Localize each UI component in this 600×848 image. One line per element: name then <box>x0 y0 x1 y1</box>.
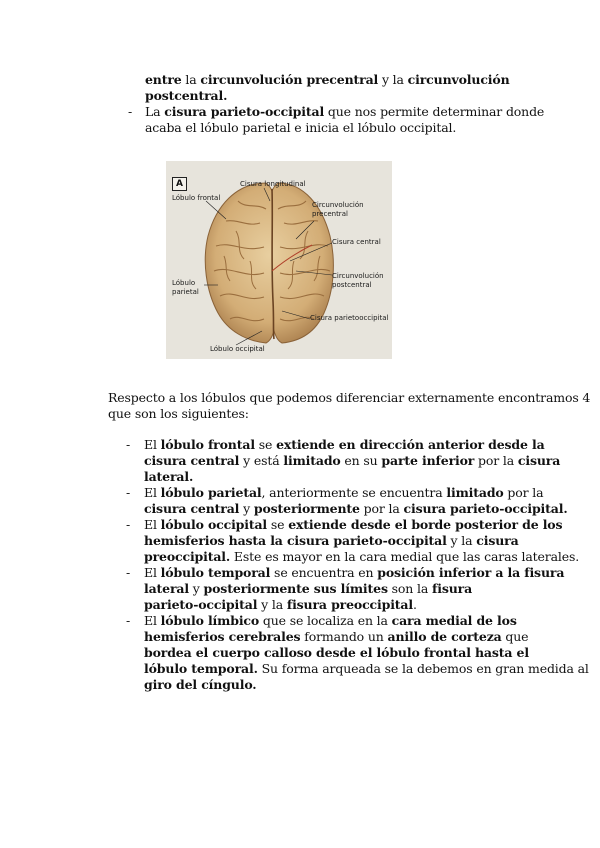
list-item-line <box>144 484 543 501</box>
text: y está <box>239 453 284 468</box>
bullet-dash: - <box>126 485 131 500</box>
bold-text: posición inferior a la fisura <box>377 565 565 580</box>
list-item-line: giro del cíngulo. <box>144 677 257 692</box>
bold-text: cisura central <box>144 501 240 516</box>
brain-figure <box>166 161 392 359</box>
label-parietal-1: Lóbulo <box>172 279 196 287</box>
list-item-line <box>144 532 519 549</box>
bold-text: anillo de corteza <box>387 629 502 644</box>
bold-text: preoccipital. <box>144 549 231 564</box>
bullet-dash: - <box>126 437 131 452</box>
bold-text: limitado <box>446 485 504 500</box>
bold-text: lóbulo temporal. <box>144 661 258 676</box>
text: son la <box>387 581 432 596</box>
bullet-dash: - <box>126 613 131 628</box>
label-parietal-2: parietal <box>172 288 199 296</box>
text-line: postcentral. <box>145 88 228 103</box>
figure-badge: A <box>172 177 187 191</box>
intro-line: que son los siguientes: <box>108 406 249 421</box>
text: formando un <box>300 629 388 644</box>
list-item-line <box>144 660 589 677</box>
text: , anteriormente se encuentra <box>261 485 447 500</box>
text: y la <box>378 72 408 87</box>
bold-text: lóbulo parietal <box>160 485 262 500</box>
text: Su forma arqueada se la debemos en gran medida al <box>257 661 589 676</box>
bullet-dash: - <box>126 565 131 580</box>
text: que se localiza en la <box>259 613 392 628</box>
bold-text: posteriormente sus límites <box>203 581 388 596</box>
label-frontal-lobe: Lóbulo frontal <box>172 194 221 202</box>
bold-text: extiende en dirección anterior desde la <box>276 437 545 452</box>
bold-text: lateral <box>144 581 189 596</box>
bold-text: lóbulo límbico <box>160 613 260 628</box>
label-postcentral-2: postcentral <box>332 281 372 289</box>
text-line <box>145 103 544 120</box>
label-precentral-2: precentral <box>312 210 348 218</box>
bold-text: cisura parieto-occipital <box>164 104 325 119</box>
list-item-line: lateral. <box>144 469 194 484</box>
label-precentral-1: Circunvolución <box>312 201 364 209</box>
text: se <box>267 517 289 532</box>
label-parieto-occipital: Cisura parietooccipital <box>310 314 389 322</box>
bullet-dash: - <box>126 517 131 532</box>
label-fissure-longitudinal: Cisura longitudinal <box>240 180 306 188</box>
text: por la <box>503 485 544 500</box>
text: que nos permite determinar donde <box>324 104 545 119</box>
list-item-line <box>144 500 568 517</box>
brain-illustration <box>166 161 392 359</box>
bold-text: cisura parieto-occipital. <box>403 501 568 516</box>
bold-text: cara medial de los <box>391 613 517 628</box>
list-item-line <box>144 548 579 565</box>
list-item-line <box>144 580 472 597</box>
bold-text: cisura <box>476 533 519 548</box>
list-item-line <box>144 452 560 469</box>
bold-text: lóbulo temporal <box>160 565 271 580</box>
bold-text: posteriormente <box>253 501 360 516</box>
list-item-line <box>144 564 564 581</box>
list-item-line <box>144 612 517 629</box>
bold-text: parieto-occipital <box>144 597 258 612</box>
bullet-dash: - <box>128 104 133 119</box>
list-item-line <box>144 436 545 453</box>
text: y la <box>257 597 287 612</box>
bold-text: limitado <box>283 453 341 468</box>
text: se encuentra en <box>270 565 378 580</box>
text: en su <box>340 453 382 468</box>
list-item-line <box>144 516 562 533</box>
text-line <box>145 71 510 88</box>
bold-text: hemisferios cerebrales <box>144 629 301 644</box>
text: y <box>239 501 254 516</box>
text: El <box>144 485 161 500</box>
bold-text: entre <box>145 72 182 87</box>
text: se <box>254 437 277 452</box>
text: por la <box>359 501 404 516</box>
bold-text: cisura central <box>144 453 240 468</box>
text: y la <box>446 533 477 548</box>
text: la <box>181 72 201 87</box>
label-occipital-lobe: Lóbulo occipital <box>210 345 265 353</box>
text-line: acaba el lóbulo parietal e inicia el lóbulo occipital. <box>145 120 457 135</box>
bold-text: circunvolución <box>407 72 510 87</box>
text: El <box>144 613 161 628</box>
text: El <box>144 565 161 580</box>
label-postcentral-1: Circunvolución <box>332 272 384 280</box>
bold-text: fisura <box>432 581 473 596</box>
intro-line: Respecto a los lóbulos que podemos diferenciar externamente encontramos 4 <box>108 390 591 405</box>
text: El <box>144 517 161 532</box>
text: La <box>145 104 165 119</box>
text: Este es mayor en la cara medial que las caras laterales. <box>230 549 580 564</box>
label-central-fissure: Cisura central <box>332 238 381 246</box>
bold-text: lóbulo occipital <box>160 517 268 532</box>
bold-text: lóbulo frontal <box>160 437 255 452</box>
bold-text: circunvolución precentral <box>200 72 379 87</box>
bold-text: cisura <box>517 453 561 468</box>
text: por la <box>474 453 518 468</box>
text: y <box>188 581 204 596</box>
text: . <box>412 597 417 612</box>
text: que <box>501 629 529 644</box>
list-item-line: bordea el cuerpo calloso desde el lóbulo frontal hasta el <box>144 645 529 660</box>
list-item-line <box>144 596 417 613</box>
bold-text: fisura preoccipital <box>286 597 413 612</box>
bold-text: extiende desde el borde posterior de los <box>288 517 563 532</box>
bold-text: hemisferios hasta la cisura parieto-occipital <box>144 533 447 548</box>
text: El <box>144 437 161 452</box>
bold-text: parte inferior <box>381 453 475 468</box>
list-item-line <box>144 628 528 645</box>
